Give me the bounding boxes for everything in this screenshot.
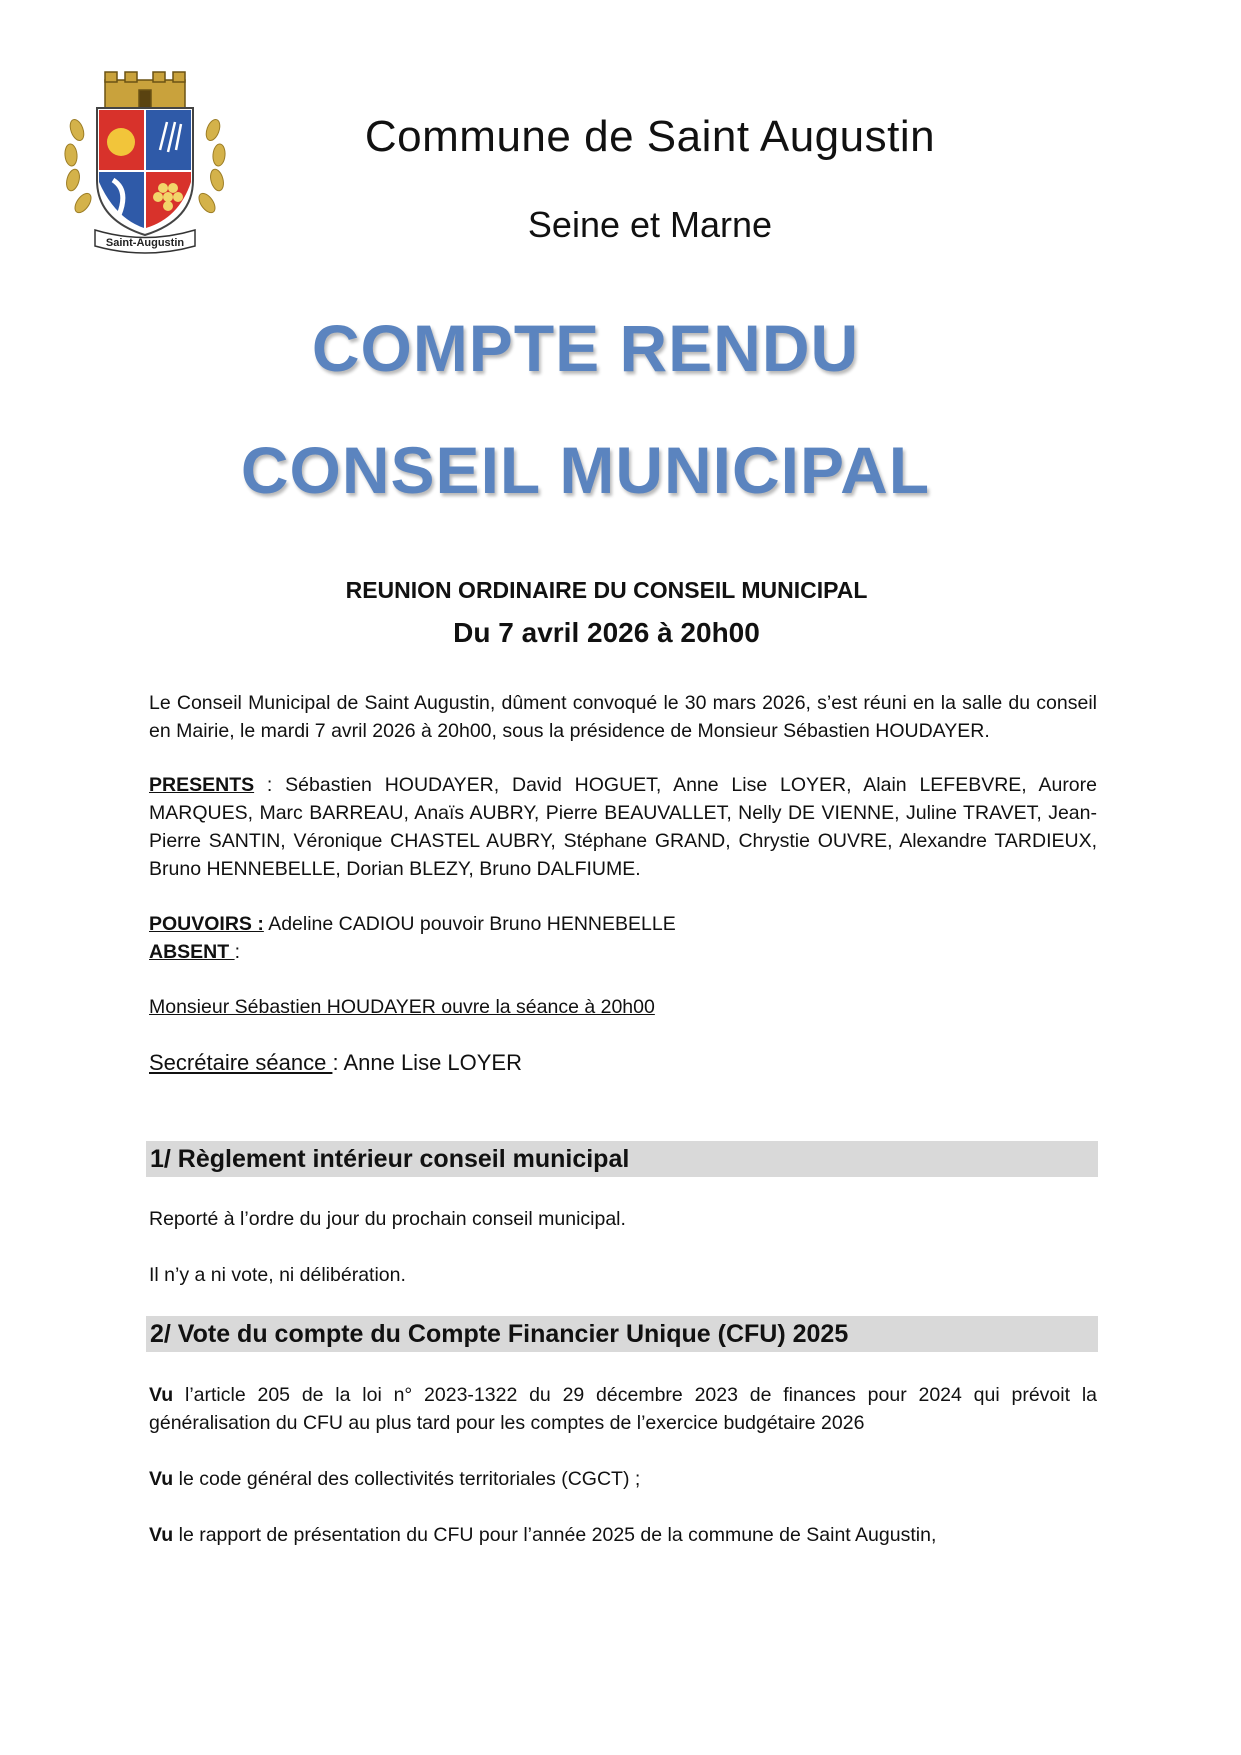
- vu-2-text: le code général des collectivités territoriales (CGCT) ;: [173, 1468, 641, 1490]
- meeting-date: Du 7 avril 2026 à 20h00: [453, 617, 760, 648]
- secretary-line: [149, 1049, 1097, 1077]
- meeting-type: REUNION ORDINAIRE DU CONSEIL MUNICIPAL: [345, 577, 868, 603]
- commune-name: Commune de Saint Augustin: [364, 112, 936, 161]
- absent-label: ABSENT: [149, 941, 235, 963]
- presents-paragraph: [149, 771, 1097, 883]
- intro-paragraph: Le Conseil Municipal de Saint Augustin, dûment convoqué le 30 mars 2026, s’est réuni en la salle du conseil en Mairie, le mardi 7 avril 2026 à 20h00, sous la présidence de Monsieur Sébastien HOUDAYER.: [149, 692, 1097, 742]
- vu-label: Vu: [149, 1384, 174, 1406]
- section-1-paragraph-1: Reporté à l’ordre du jour du prochain conseil municipal.: [149, 1208, 626, 1230]
- section-2-vu-3: [149, 1521, 1097, 1549]
- apple-icon: [107, 128, 135, 156]
- vu-label: Vu: [149, 1524, 174, 1546]
- secretary-text: : Anne Lise LOYER: [332, 1050, 522, 1075]
- castle-crown-icon: [105, 72, 185, 108]
- pouvoirs-text: Adeline CADIOU pouvoir Bruno HENNEBELLE: [263, 913, 676, 935]
- document-title-line1: COMPTE RENDU: [311, 311, 860, 385]
- pouvoirs-label: POUVOIRS :: [149, 913, 264, 935]
- commune-crest-logo: [55, 70, 235, 260]
- opening-text: Monsieur Sébastien HOUDAYER ouvre la séance à 20h00: [149, 996, 655, 1018]
- pouvoirs-line: [149, 910, 1097, 938]
- department-name: Seine et Marne: [527, 204, 773, 245]
- vu-1-text: l’article 205 de la loi n° 2023-1322 du 29 décembre 2023 de finances pour 2024 qui prévoit la généralisation du CFU au plus tard pour les comptes de l’exercice budgétaire 2026: [149, 1384, 1097, 1434]
- vu-3-text: le rapport de présentation du CFU pour l’année 2025 de la commune de Saint Augustin,: [173, 1524, 937, 1546]
- section-2-heading: 2/ Vote du compte du Compte Financier Unique (CFU) 2025: [146, 1316, 1098, 1352]
- vu-label: Vu: [149, 1468, 174, 1490]
- opening-line: [149, 993, 1097, 1021]
- section-1-heading: 1/ Règlement intérieur conseil municipal: [146, 1141, 1098, 1177]
- presents-separator: :: [254, 774, 286, 796]
- section-1-paragraph-2: Il n’y a ni vote, ni délibération.: [149, 1264, 406, 1286]
- section-2-vu-2: [149, 1465, 1097, 1493]
- presents-label: PRESENTS: [149, 774, 255, 796]
- crest-ribbon-text: Saint-Augustin: [105, 237, 185, 249]
- absent-text: :: [234, 941, 241, 963]
- presents-list: Sébastien HOUDAYER, David HOGUET, Anne Lise LOYER, Alain LEFEBVRE, Aurore MARQUES, Marc BARREAU, Anaïs AUBRY, Pierre BEAUVALLET, Nelly DE VIENNE, Juline TRAVET, Jean-Pierre SANTIN, Véronique CHASTEL AUBRY, Stéphane GRAND, Chrystie OUVRE, Alexandre TARDIEUX, Bruno HENNEBELLE, Dorian BLEZY, Bruno DALFIUME.: [149, 774, 1097, 880]
- absent-line: [149, 938, 1097, 966]
- document-title-line2: CONSEIL MUNICIPAL: [240, 433, 931, 507]
- section-2-vu-1: [149, 1381, 1097, 1437]
- secretary-label: Secrétaire séance: [149, 1050, 333, 1075]
